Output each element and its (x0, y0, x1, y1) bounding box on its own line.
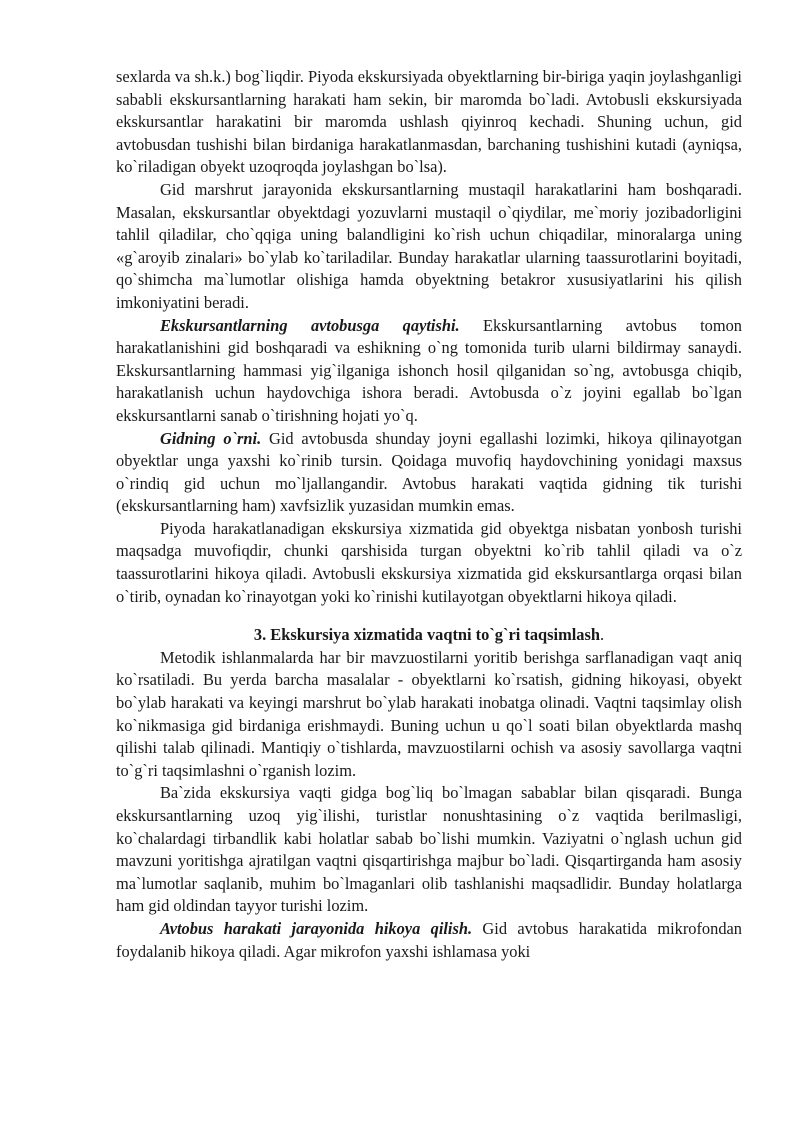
paragraph-text: Metodik ishlanmalarda har bir mavzuostilarni yoritib berishga sarflanadigan vaqt aniq ko`rsatiladi. Bu yerda barcha masalalar - obyektlarni ko`rsatish, gidning hikoyasi, obyekt bo`ylab harakati va keyingi marshrut bo`ylab harakati inobatga olinadi. Vaqtni taqsimlay olish ko`nikmasiga gid birdaniga erishmaydi. Buning uchun u qo`l soati bilan obyektlarda mashq qilishi talab qilinadi. Mantiqiy o`tishlarda, mavzuostilarni ochish va asosiy savollarga vaqtni to`g`ri taqsimlashni o`rganish lozim. (116, 647, 742, 780)
paragraph-text: sexlarda va sh.k.) bog`liqdir. Piyoda ekskursiyada obyektlarning bir-biriga yaqin joylashganligi sababli ekskursantlarning harakati ham sekin, bir maromda bo`ladi. Avtobusli ekskursiyada ekskursantlar harakatini bir maromda ushlash qiyinroq kechadi. Shuning uchun, gid avtobusdan tushishi bilan birdaniga harakatlanmasdan, barchaning tushishini kutadi (ayniqsa, ko`riladigan obyekt uzoqroqda joylashgan bo`lsa). (116, 67, 742, 177)
paragraph-return-to-bus (116, 315, 742, 428)
paragraph-guide-position (116, 428, 742, 518)
paragraph-text: Ekskursantlarning avtobus tomon harakatlanishini gid boshqaradi va eshikning o`ng tomonida turib ularni bildirmay sanaydi. Ekskursantlarning hammasi yig`ilganiga ishonch hosil qilganidan so`ng, avtobusga chiqib, harakatlanish uchun haydovchiga ishora beradi. Avtobusda o`z joyini egallab bo`lgan ekskursantlarni sanab o`tirishning hojati yo`q. (116, 315, 743, 425)
section-heading (116, 624, 742, 647)
paragraph-independent-actions (116, 179, 742, 315)
paragraph-lead: Ekskursantlarning avtobusga qaytishi. (160, 315, 460, 335)
paragraph-text: Gid avtobus harakatida mikrofondan foydalanib hikoya qiladi. Agar mikrofon yaxshi ishlamasa yoki (116, 918, 742, 961)
section-heading-period: . (599, 625, 605, 645)
paragraph-lead: Gidning o`rni. (160, 428, 262, 448)
paragraph-walking-vs-bus (116, 518, 742, 608)
paragraph-storytelling-on-bus (116, 918, 742, 963)
paragraph-text: Piyoda harakatlanadigan ekskursiya xizmatida gid obyektga nisbatan yonbosh turishi maqsadga muvofiqdir, chunki qarshisida turgan obyektni ko`rib tahlil qiladi va o`z taassurotlarini hikoya qiladi. Avtobusli ekskursiya xizmatida gid ekskursantlarga orqasi bilan o`tirib, oynadan ko`rinayotgan yoki ko`rinishi kutilayotgan obyektlarni hikoya qiladi. (116, 518, 742, 606)
paragraph-text: Gid marshrut jarayonida ekskursantlarning mustaqil harakatlarini ham boshqaradi. Masalan, ekskursantlar obyektdagi yozuvlarni mustaqil o`qiydilar, me`moriy jozibadorligini tahlil qiladilar, cho`qqiga uning balandligini ko`rish uchun chiqadilar, minoralarga uning «g`aroyib zinalari» bo`ylab ko`tariladilar. Bunday harakatlar ularning taassurotlarini boyitadi, qo`shimcha ma`lumotlar olishiga hamda obyektning betakror xususiyatlarini his qilish imkoniyatini beradi. (116, 179, 742, 312)
paragraph-text: Ba`zida ekskursiya vaqti gidga bog`liq bo`lmagan sabablar bilan qisqaradi. Bunga ekskursantlarning uzoq yig`ilishi, turistlar nonushtasining o`z vaqtida berilmasligi, ko`chalardagi tirbandlik kabi holatlar sabab bo`lishi mumkin. Vaziyatni o`nglash uchun gid mavzuni yoritishga ajratilgan vaqtni qisqartirishga majbur bo`ladi. Qisqartirganda ham asosiy ma`lumotlar saqlanib, muhim bo`lmaganlari olib tashlanishi maqsadlidir. Bunday holatlarga ham gid oldindan tayyor turishi lozim. (116, 783, 742, 916)
section-heading-text: 3. Ekskursiya xizmatida vaqtni to`g`ri taqsimlash (253, 625, 600, 645)
document-page (116, 66, 742, 963)
paragraph-shortened-time (116, 782, 742, 918)
paragraph-lead: Avtobus harakati jarayonida hikoya qilish. (160, 918, 473, 938)
paragraph-time-allocation (116, 647, 742, 783)
paragraph-text: Gid avtobusda shunday joyni egallashi lozimki, hikoya qilinayotgan obyektlar unga yaxshi ko`rinib tursin. Qoidaga muvofiq haydovchining yonidagi maxsus o`rindiq gid uchun mo`ljallangandir. Avtobus harakati vaqtida gidning tik turishi (ekskursantlarning ham) xavfsizlik yuzasidan mumkin emas. (116, 428, 742, 516)
paragraph-pedestrian-movement (116, 66, 742, 179)
